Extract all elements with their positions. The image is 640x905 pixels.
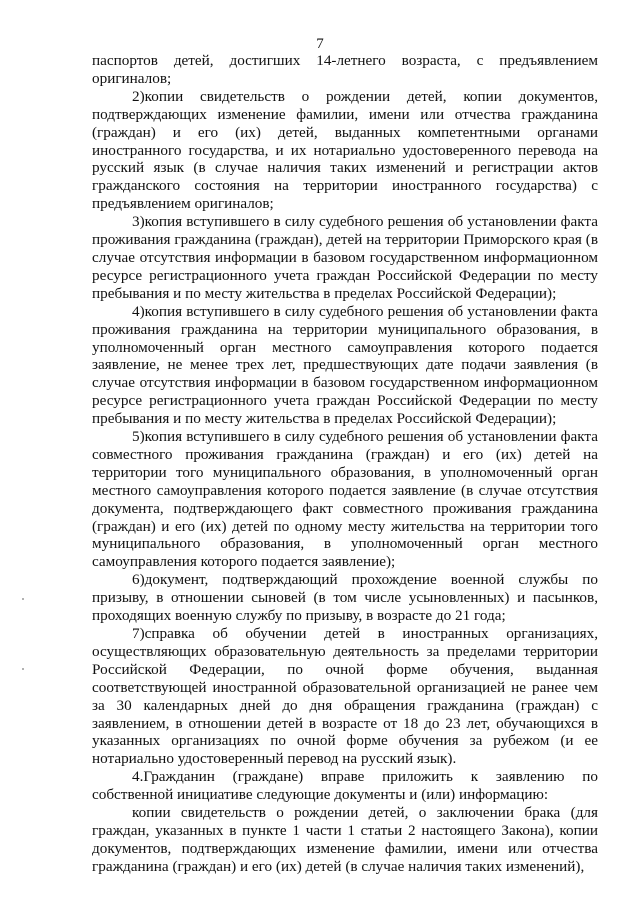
paragraph-item-2: 2)копии свидетельств о рождении детей, копии документов, подтверждающих изменение фамилии, имени или отчества гражданина (граждан) и его (их) детей, выданных компетентными органами иностранного государства, и их нотариально удостоверенного перевода на русский язык (в случае наличия таких изменений и регистрации актов гражданского состояния на территории иностранного государства) с предъявлением оригиналов; (92, 87, 598, 213)
paragraph-continuation: паспортов детей, достигших 14-летнего возраста, с предъявлением оригиналов; (92, 52, 598, 87)
paragraph-section-4: 4.Гражданин (граждане) вправе приложить к заявлению по собственной инициативе следующие документы и (или) информацию: (92, 768, 598, 804)
document-body (92, 52, 598, 876)
page-number: 7 (316, 36, 324, 52)
paragraph-optional-documents: копии свидетельств о рождении детей, о заключении брака (для граждан, указанных в пункте 1 части 1 статьи 2 настоящего Закона), копии документов, подтверждающих изменение фамилии, имени или отчества гражданина (граждан) и его (их) детей (в случае наличия таких изменений), (92, 804, 598, 875)
paragraph-item-6: 6)документ, подтверждающий прохождение военной службы по призыву, в отношении сыновей (в том числе усыновленных) и пасынков, проходящих военную службу по призыву, в возрасте до 21 года; (92, 571, 598, 625)
paragraph-item-3: 3)копия вступившего в силу судебного решения об установлении факта проживания гражданина (граждан), детей на территории Приморского края (в случае отсутствия информации в базовом государственном информационном ресурсе регистрационного учета граждан Российской Федерации по месту пребывания и по месту жительства в пределах Российской Федерации); (92, 213, 598, 302)
paragraph-item-4: 4)копия вступившего в силу судебного решения об установлении факта проживания гражданина на территории муниципального образования, в уполномоченный орган местного самоуправления которого подается заявление, не менее трех лет, предшествующих дате подачи заявления (в случае отсутствия информации в базовом государственном информационном ресурсе регистрационного учета граждан Российской Федерации по месту пребывания и по месту жительства в пределах Российской Федерации); (92, 302, 598, 428)
paragraph-item-7: 7)справка об обучении детей в иностранных организациях, осуществляющих образовательную деятельность за пределами территории Российской Федерации, по очной форме обучения, выданная соответствующей иностранной образовательной организацией не ранее чем за 30 календарных дней до дня обращения гражданина (граждан) с заявлением, в отношении детей в возрасте от 18 до 23 лет, обучающихся в указанных организациях по очной форме обучения за рубежом (и ее нотариально удостоверенный перевод на русский язык). (92, 625, 598, 768)
scan-speck (22, 598, 24, 600)
paragraph-item-5: 5)копия вступившего в силу судебного решения об установлении факта совместного проживания гражданина (граждан) и его (их) детей на территории того муниципального образования, в уполномоченный орган местного самоуправления которого подается заявление (в случае отсутствия документа, подтверждающего факт совместного проживания гражданина (граждан) и его (их) детей по одному месту жительства на территории того муниципального образования, в уполномоченный орган местного самоуправления которого подается заявление); (92, 428, 598, 571)
scan-speck (22, 668, 24, 670)
